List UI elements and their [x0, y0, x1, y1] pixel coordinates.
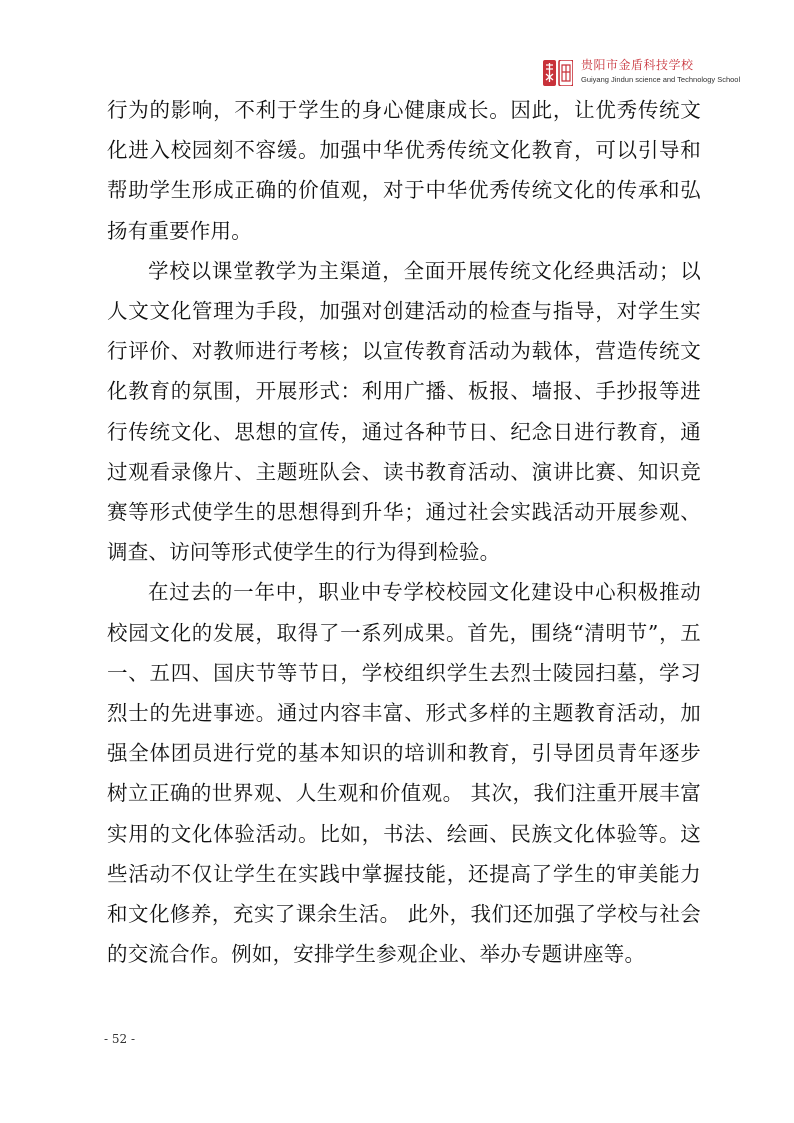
school-name-en: Guiyang Jindun science and Technology School — [581, 75, 741, 84]
page-number: - 52 - — [104, 1032, 136, 1046]
paragraph-1: 行为的影响，不利于学生的身心健康成长。因此，让优秀传统文化进入校园刻不容缓。加强中华优秀传统文化教育，可以引导和帮助学生形成正确的价值观，对于中华优秀传统文化的传承和弘扬有重要作用。 — [107, 98, 701, 243]
school-logo-icon — [543, 60, 573, 86]
school-name-block — [581, 58, 761, 85]
paragraph-2: 学校以课堂教学为主渠道，全面开展传统文化经典活动；以人文文化管理为手段，加强对创建活动的检查与指导，对学生实行评价、对教师进行考核；以宣传教育活动为载体，营造传统文化教育的氛围，开展形式：利用广播、板报、墙报、手抄报等进行传统文化、思想的宣传，通过各种节日、纪念日进行教育，通过观看录像片、主题班队会、读书教育活动、演讲比赛、知识竞赛等形式使学生的思想得到升华；通过社会实践活动开展参观、调查、访问等形式使学生的行为得到检验。 — [107, 258, 701, 565]
page-header — [543, 58, 743, 92]
school-name-cn: 贵阳市金盾科技学校 — [581, 58, 694, 72]
paragraph-3: 在过去的一年中，职业中专学校校园文化建设中心积极推动校园文化的发展，取得了一系列成果。首先，围绕“清明节”，五一、五四、国庆节等节日，学校组织学生去烈士陵园扫墓，学习烈士的先进事迹。通过内容丰富、形式多样的主题教育活动，加强全体团员进行党的基本知识的培训和教育，引导团员青年逐步树立正确的世界观、人生观和价值观。 其次，我们注重开展丰富实用的文化体验活动。比如，书法、绘画、民族文化体验等。这些活动不仅让学生在实践中掌握技能，还提高了学生的审美能力和文化修养，充实了课余生活。 此外，我们还加强了学校与社会的交流合作。例如，安排学生参观企业、举办专题讲座等。 — [107, 580, 701, 967]
document-body — [107, 90, 701, 974]
